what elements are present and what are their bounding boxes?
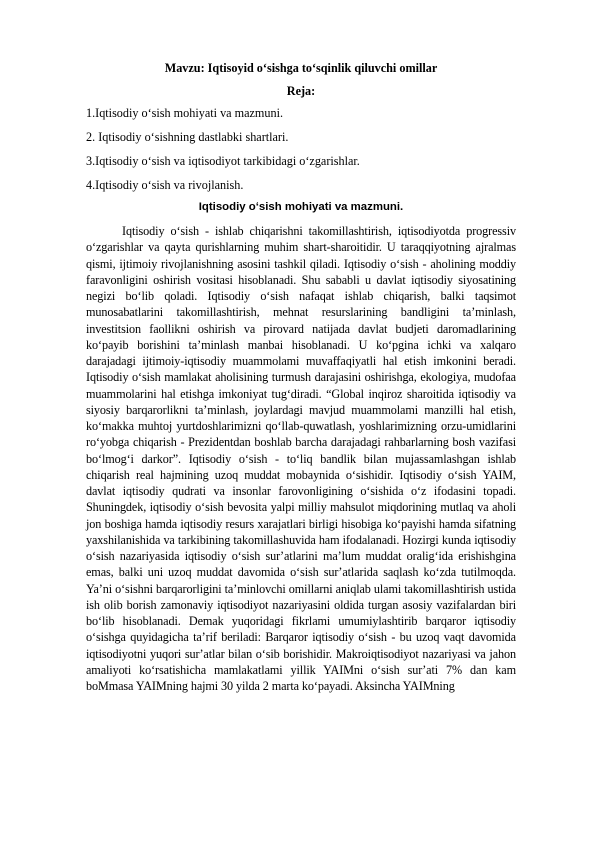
- document-page: [86, 60, 516, 694]
- plan-item-4: 4.Iqtisodiy oʻsish va rivojlanish.: [86, 178, 244, 192]
- plan-item-3: 3.Iqtisodiy oʻsish va iqtisodiyot tarkibidagi oʻzgarishlar.: [86, 154, 360, 168]
- plan-item-2: 2. Iqtisodiy oʻsishning dastlabki shartlari.: [86, 130, 289, 144]
- plan-title: Reja:: [286, 84, 316, 98]
- plan-item-1: 1.Iqtisodiy oʻsish mohiyati va mazmuni.: [86, 106, 284, 120]
- section-heading: Iqtisodiy oʻsish mohiyati va mazmuni.: [198, 201, 404, 213]
- body-paragraph: Iqtisodiy oʻsish - ishlab chiqarishni takomillashtirish, iqtisodiyotda progressiv oʻzgarishlar va qayta qurishlarning muhim shart-sharoitidir. U taraqqiyotning ajralmas qismi, ijtimoiy rivojlanishning asosini tashkil qiladi. Iqtisodiy oʻsish - aholining moddiy faravonligini oshirish vositasi hisoblanadi. Shu sababli u davlat iqtisodiy siyosatining negizi boʻlib qoladi. Iqtisodiy oʻsish nafaqat ishlab chiqarish, balki taqsimot munosabatlarini takomillashtirish, mehnat resurslarining bandligini taʼminlash, investitsion faollikni oshirish va pirovard natijada davlat budjeti daromadlarining koʻpayib borishini taʼminlash manbai hisoblanadi. U koʻpgina ichki va xalqaro darajadagi ijtimoiy-iqtisodiy muammolami muvaffaqiyatli hal etish imkonini beradi. Iqtisodiy oʻsish mamlakat aholisining turmush darajasini oshirishga, ekologiya, mudofaa muammolarini hal etishga imkoniyat tugʻdiradi. “Global inqiroz sharoitida iqtisodiy va siyosiy barqarorlikni taʼminlash, joylardagi mavjud muammolami manzilli hal etish, koʻmakka muhtoj yurtdoshlarimizni qoʻllab-quwatlash, yoshlarimizning orzu-umidlarini roʻyobga chiqarish - Prezidentdan boshlab barcha darajadagi rahbarlarning bosh vazifasi boʻlmogʻi darkor”. Iqtisodiy oʻsish - toʻliq bandlik bilan mujassamlashgan ishlab chiqarish real hajmining uzoq muddat mobaynida oʻsishidir. Iqtisodiy oʻsish YAIM, davlat iqtisodiy qudrati va insonlar farovonligining oʻsishida oʻz ifodasini topadi. Shuningdek, iqtisodiy oʻsish bevosita yalpi milliy mahsulot miqdorining mutlaq va aholi jon boshiga hamda iqtisodiy resurs xarajatlari birligi hisobiga koʻpayishi hamda sifatning yaxshilanishida va tarkibining takomillashuvida ham ifodalanadi. Hozirgi kunda iqtisodiy oʻsish nazariyasida iqtisodiy oʻsish surʼatlarini maʼlum muddat oraligʻida erishishgina emas, balki uni uzoq muddat davomida oʻsish surʼatlarida saqlash koʻzda tutilmoqda. Yaʼni oʻsishni barqarorligini taʼminlovchi omillarni aniqlab ulami takomillashtirish ustida ish olib borish zamonaviy iqtisodiyot nazariyasini oldida turgan asosiy vazifalardan biri boʻlib hisoblanadi. Demak yuqoridagi fikrlami umumiylashtirib barqaror iqtisodiy oʻsishga quyidagicha taʼrif beriladi: Barqaror iqtisodiy oʻsish - bu uzoq vaqt davomida iqtisodiyotni yuqori surʼatlar bilan oʻsib borishidir. Makroiqtisodiyot nazariyasi va jahon amaliyoti koʻrsatishicha mamlakatlami yillik YAIMni oʻsish surʼati 7% dan kam boMmasa YAIMning hajmi 30 yilda 2 marta koʻpayadi. Aksincha YAIMning: [86, 224, 516, 693]
- document-title: Mavzu: Iqtisoyid oʻsishga toʻsqinlik qiluvchi omillar: [164, 61, 438, 75]
